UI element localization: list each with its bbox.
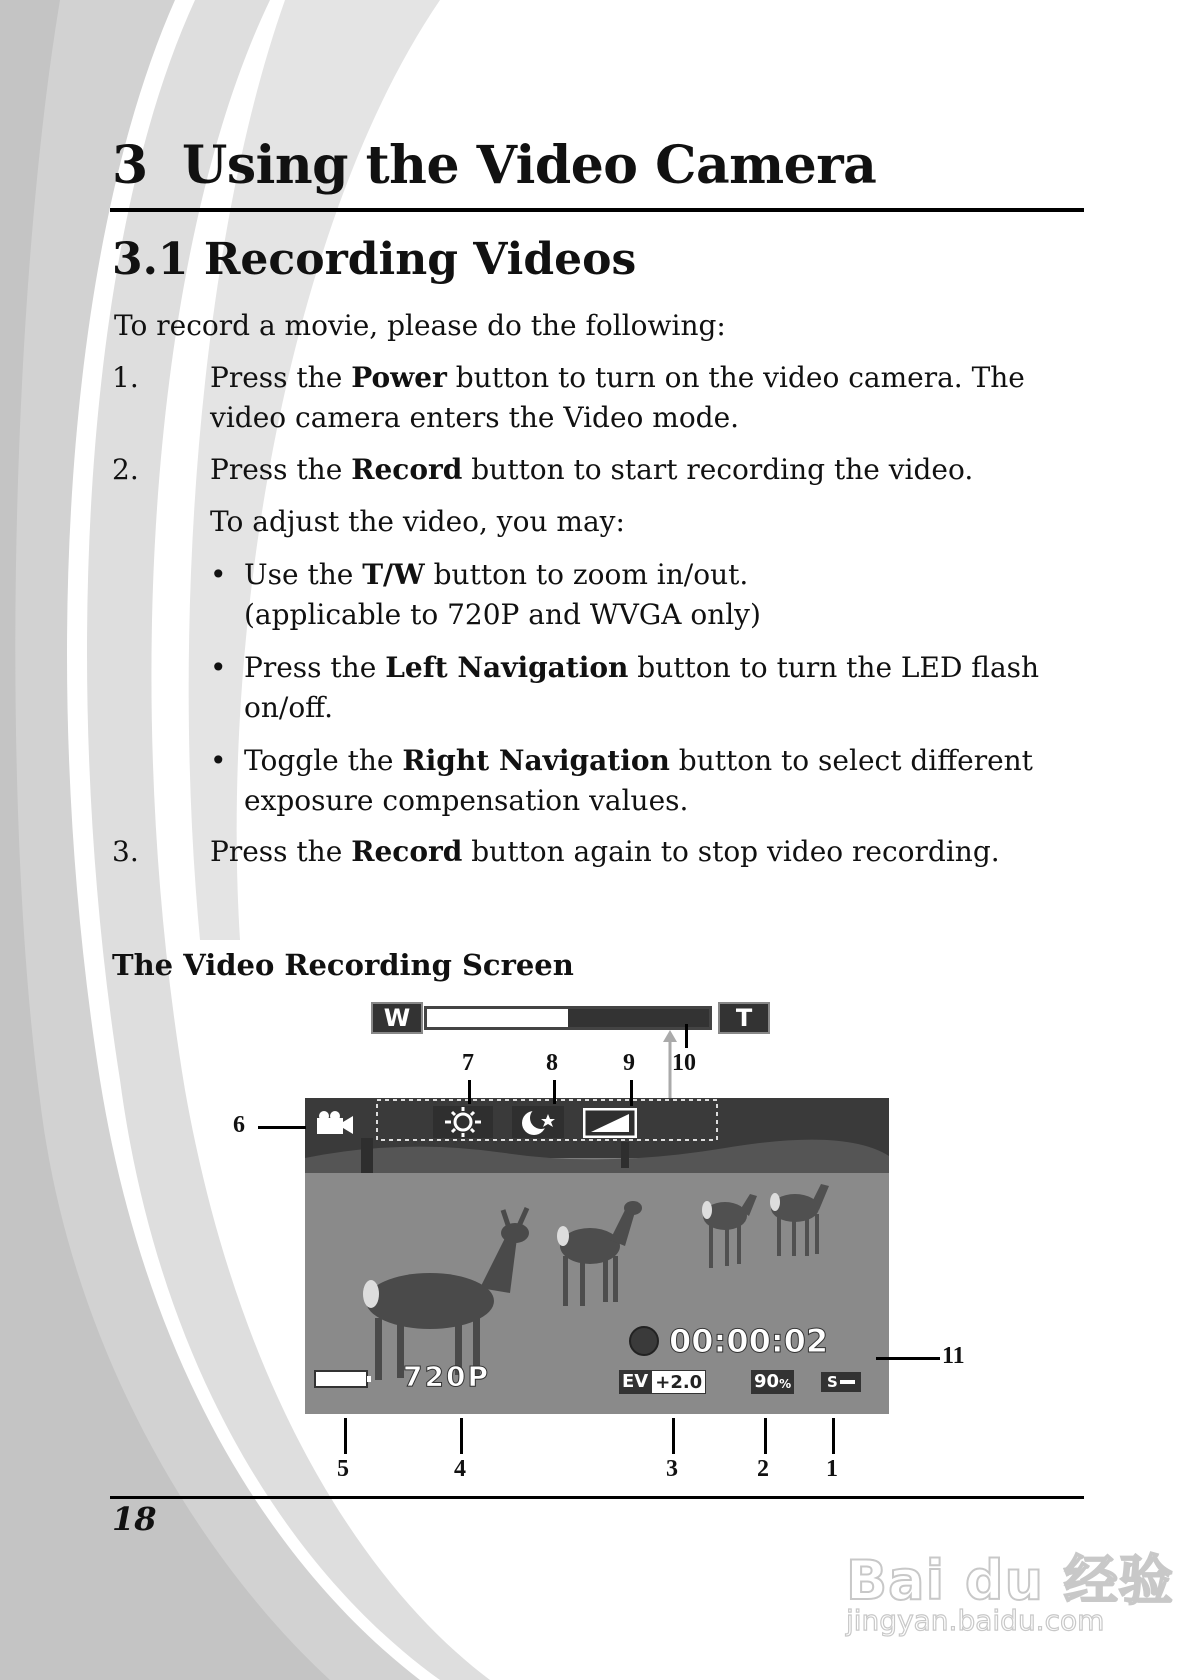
bullet-1-text: Use the T/W button to zoom in/out. (applicable to 720P and WVGA only) bbox=[244, 558, 761, 631]
callout-line bbox=[344, 1418, 347, 1454]
callout-8: 8 bbox=[546, 1050, 558, 1076]
callout-4: 4 bbox=[454, 1456, 466, 1482]
watermark-logo: Bai du 经验 bbox=[846, 1549, 1174, 1612]
callout-line bbox=[764, 1418, 767, 1454]
bullet-dot: • bbox=[210, 651, 227, 684]
chapter-rule bbox=[110, 208, 1084, 212]
callout-9: 9 bbox=[623, 1050, 635, 1076]
step-2-number: 2. bbox=[112, 453, 139, 486]
video-recording-screen bbox=[305, 1098, 889, 1414]
intro-text: To record a movie, please do the following: bbox=[114, 309, 726, 342]
figure-caption: The Video Recording Screen bbox=[112, 948, 574, 982]
video-mode-icon bbox=[315, 1110, 355, 1136]
callout-line bbox=[258, 1126, 306, 1129]
bullet-3-text: Toggle the Right Navigation button to select different exposure compensation values. bbox=[244, 744, 1033, 817]
callout-7: 7 bbox=[462, 1050, 474, 1076]
callout-line bbox=[685, 1024, 688, 1048]
zoom-tele-label: T bbox=[718, 1002, 770, 1034]
callout-line bbox=[460, 1418, 463, 1454]
bullet-dot: • bbox=[210, 558, 227, 591]
footer-rule bbox=[110, 1496, 1084, 1499]
resolution-label: 720P bbox=[403, 1360, 490, 1393]
chapter-number: 3 bbox=[112, 135, 148, 196]
quality-badge bbox=[751, 1370, 794, 1394]
deer-scene-image bbox=[305, 1098, 889, 1414]
exposure-meter-icon bbox=[583, 1108, 637, 1138]
callout-11: 11 bbox=[942, 1343, 965, 1369]
step-1-number: 1. bbox=[112, 361, 139, 394]
callout-6: 6 bbox=[233, 1112, 245, 1138]
step-3-text: Press the Record button again to stop video recording. bbox=[210, 835, 1000, 868]
callout-2: 2 bbox=[757, 1456, 769, 1482]
watermark-url: jingyan.baidu.com bbox=[846, 1604, 1105, 1637]
callout-line bbox=[876, 1357, 940, 1360]
callout-10: 10 bbox=[672, 1050, 696, 1076]
white-balance-sun-icon bbox=[433, 1106, 493, 1138]
callout-line bbox=[630, 1080, 633, 1106]
section-title: 3.1 Recording Videos bbox=[112, 234, 637, 285]
battery-icon bbox=[313, 1368, 373, 1390]
callout-line bbox=[468, 1080, 471, 1104]
callout-3: 3 bbox=[666, 1456, 678, 1482]
recording-timer: 00:00:02 bbox=[669, 1322, 829, 1360]
step-3-number: 3. bbox=[112, 835, 139, 868]
callout-line bbox=[672, 1418, 675, 1454]
quality-unit: % bbox=[779, 1377, 792, 1391]
step-2-text: Press the Record button to start recording the video. bbox=[210, 453, 974, 486]
chapter-title-text: Using the Video Camera bbox=[182, 135, 877, 196]
zoom-wide-label: W bbox=[371, 1002, 423, 1034]
ev-badge bbox=[619, 1370, 706, 1394]
ev-value: +2.0 bbox=[651, 1370, 706, 1394]
sd-card-icon bbox=[821, 1372, 861, 1392]
record-indicator-icon bbox=[627, 1324, 661, 1358]
night-mode-icon bbox=[512, 1106, 564, 1138]
quality-value: 90 bbox=[754, 1371, 780, 1392]
callout-line bbox=[553, 1080, 556, 1104]
callout-line bbox=[832, 1418, 835, 1454]
bullet-dot: • bbox=[210, 744, 227, 777]
bullet-2-text: Press the Left Navigation button to turn the LED flash on/off. bbox=[244, 651, 1040, 724]
page-number: 18 bbox=[112, 1500, 157, 1538]
callout-1: 1 bbox=[826, 1456, 838, 1482]
adjust-intro: To adjust the video, you may: bbox=[210, 505, 625, 538]
step-1-text: Press the Power button to turn on the video camera. The video camera enters the Video mode. bbox=[210, 361, 1025, 434]
chapter-title bbox=[112, 135, 877, 196]
ev-label: EV bbox=[619, 1370, 651, 1394]
callout-5: 5 bbox=[337, 1456, 349, 1482]
sd-card-label: S bbox=[827, 1373, 838, 1391]
